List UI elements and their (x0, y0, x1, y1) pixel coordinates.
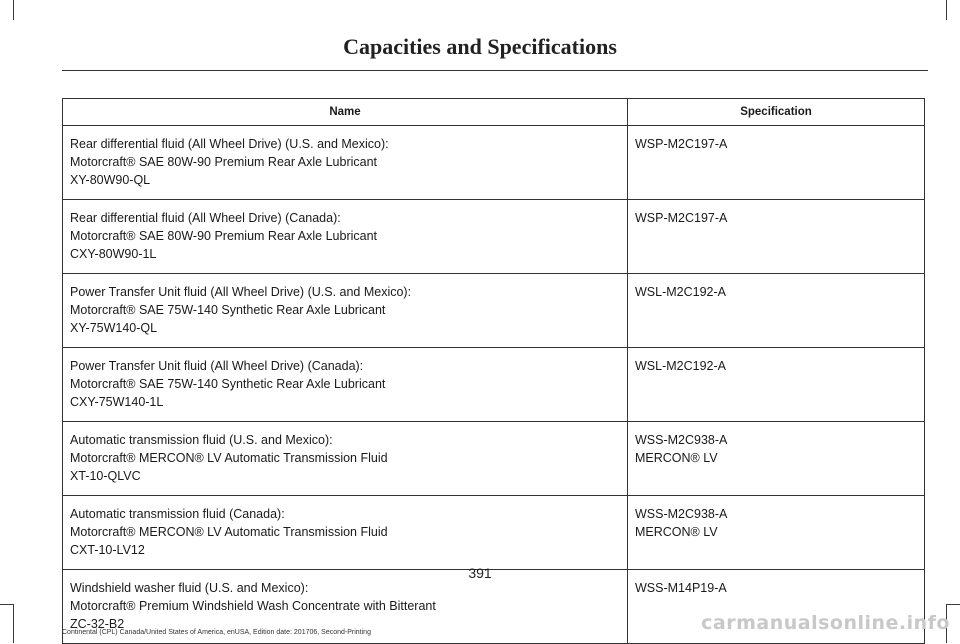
cell-name (63, 274, 628, 348)
page-title: Capacities and Specifications (343, 34, 617, 59)
table-header-row (63, 99, 925, 126)
name-line: Power Transfer Unit fluid (All Wheel Drive) (U.S. and Mexico): (70, 285, 412, 299)
table-row (63, 126, 925, 200)
specification-line: MERCON® LV (635, 525, 718, 539)
watermark: carmanualsonline.info (701, 612, 950, 634)
cell-name (63, 200, 628, 274)
cell-specification (628, 496, 925, 570)
cell-specification (628, 348, 925, 422)
name-line: Motorcraft® SAE 75W-140 Synthetic Rear Axle Lubricant (70, 377, 386, 391)
table-row (63, 496, 925, 570)
table-row (63, 348, 925, 422)
specification-line: WSS-M2C938-A (635, 507, 728, 521)
name-line: Motorcraft® SAE 75W-140 Synthetic Rear Axle Lubricant (70, 303, 386, 317)
name-line: Power Transfer Unit fluid (All Wheel Drive) (Canada): (70, 359, 364, 373)
specification-line: WSP-M2C197-A (635, 137, 728, 151)
name-line: Motorcraft® Premium Windshield Wash Concentrate with Bitterant (70, 599, 436, 613)
page-number: 391 (468, 565, 492, 581)
cell-specification (628, 126, 925, 200)
table-row (63, 200, 925, 274)
name-line: Rear differential fluid (All Wheel Drive) (Canada): (70, 211, 341, 225)
specification-line: MERCON® LV (635, 451, 718, 465)
specification-line: WSS-M14P19-A (635, 581, 727, 595)
name-line: Motorcraft® SAE 80W-90 Premium Rear Axle Lubricant (70, 229, 378, 243)
name-line: Motorcraft® MERCON® LV Automatic Transmission Fluid (70, 451, 388, 465)
column-header-name: Name (63, 99, 628, 126)
footer-edition-note: Continental (CPL) Canada/United States of America, enUSA, Edition date: 201706, Second-Printing (62, 629, 371, 636)
header-divider (62, 70, 928, 71)
name-line: Rear differential fluid (All Wheel Drive) (U.S. and Mexico): (70, 137, 389, 151)
specification-line: WSP-M2C197-A (635, 211, 728, 225)
name-line: XT-10-QLVC (70, 469, 141, 483)
crop-mark-bottom-left-h (0, 604, 13, 605)
crop-mark-bottom-left-v (13, 604, 14, 643)
name-line: CXY-75W140-1L (70, 395, 164, 409)
crop-mark-bottom-right-h (947, 604, 960, 605)
specification-line: WSL-M2C192-A (635, 285, 726, 299)
cell-name (63, 496, 628, 570)
table-row (63, 422, 925, 496)
specification-line: WSL-M2C192-A (635, 359, 726, 373)
name-line: Motorcraft® MERCON® LV Automatic Transmission Fluid (70, 525, 388, 539)
crop-mark-top-left (13, 0, 14, 20)
cell-specification (628, 200, 925, 274)
name-line: Motorcraft® SAE 80W-90 Premium Rear Axle Lubricant (70, 155, 378, 169)
cell-specification (628, 274, 925, 348)
table-row (63, 274, 925, 348)
specification-line: WSS-M2C938-A (635, 433, 728, 447)
specifications-table (62, 98, 925, 644)
name-line: XY-80W90-QL (70, 173, 151, 187)
name-line: CXY-80W90-1L (70, 247, 157, 261)
name-line: Automatic transmission fluid (Canada): (70, 507, 285, 521)
column-header-specification: Specification (628, 99, 925, 126)
name-line: ZC-32-B2 (70, 617, 125, 631)
cell-specification (628, 422, 925, 496)
crop-mark-top-right (946, 0, 947, 20)
name-line: XY-75W140-QL (70, 321, 158, 335)
cell-name (63, 348, 628, 422)
cell-name (63, 422, 628, 496)
name-line: CXT-10-LV12 (70, 543, 145, 557)
name-line: Windshield washer fluid (U.S. and Mexico): (70, 581, 309, 595)
name-line: Automatic transmission fluid (U.S. and Mexico): (70, 433, 333, 447)
cell-name (63, 126, 628, 200)
